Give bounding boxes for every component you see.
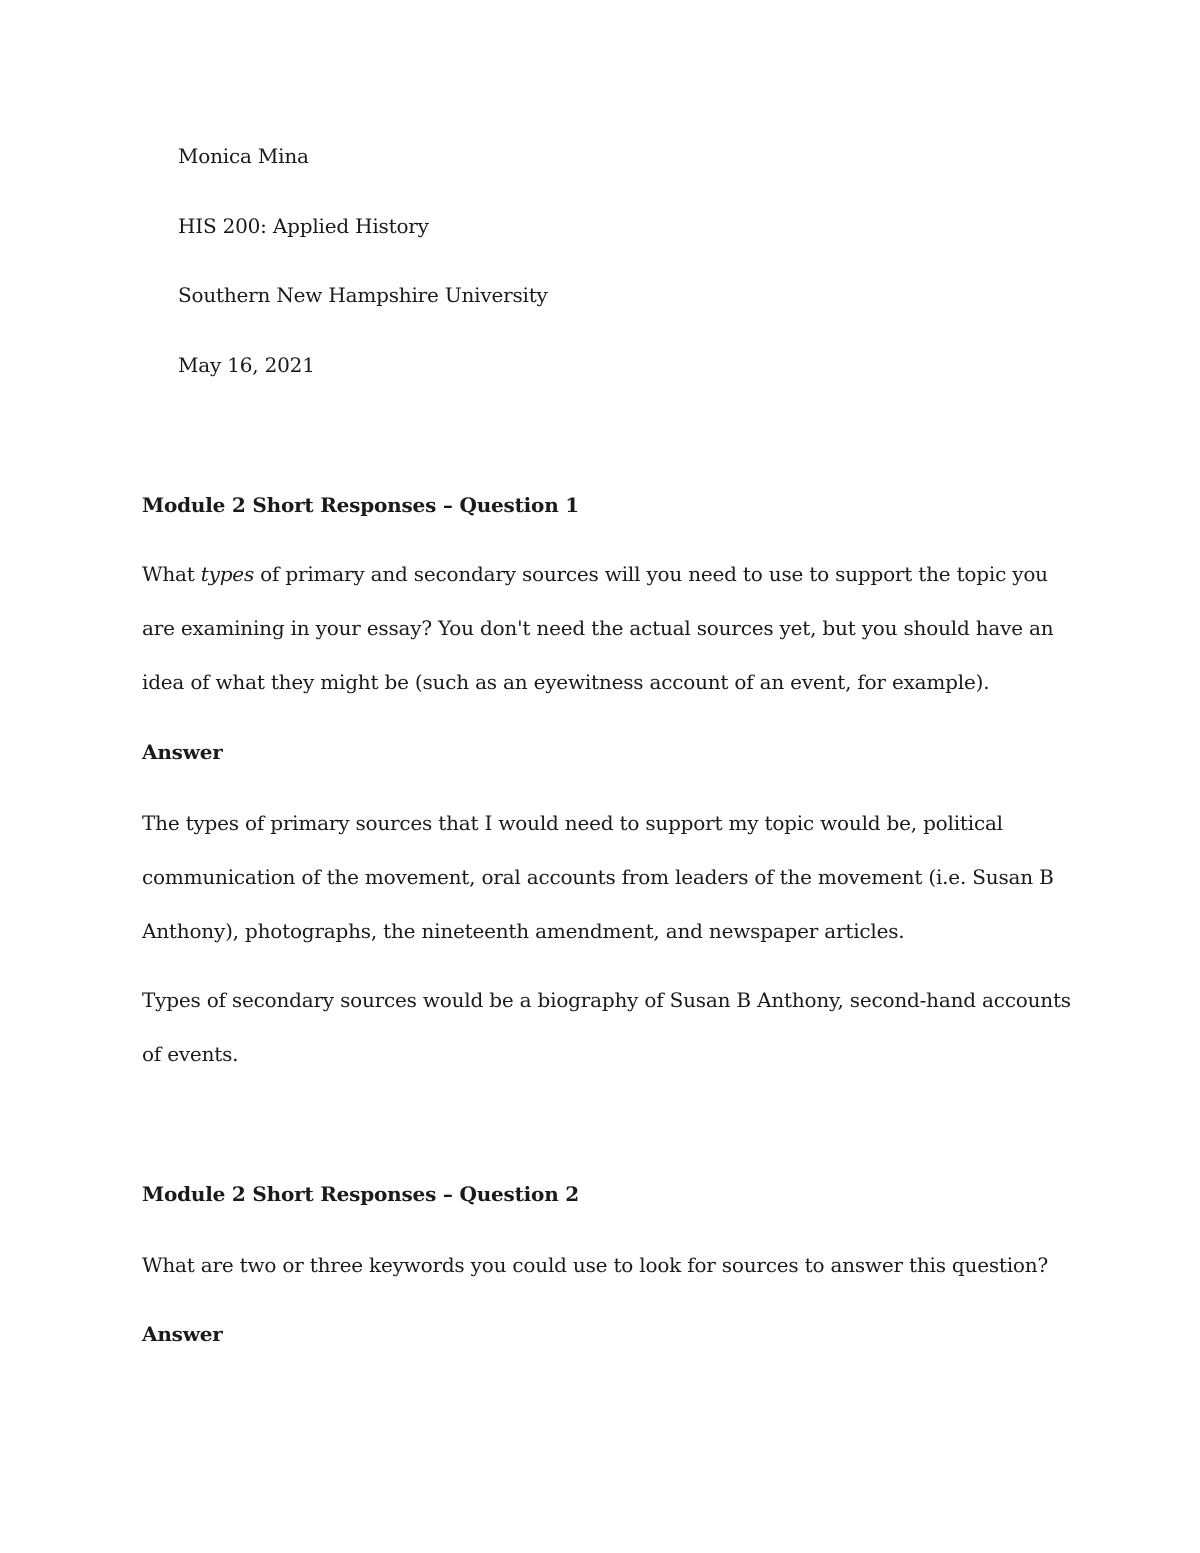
question-1-prompt-rest: of primary and secondary sources will you need to use to support the topic you are examining in your essay? You don't need the actual sources yet, but you should have an idea of what they might be (such as an eyewitness account of an event, for example). [142,562,1054,694]
document-date: May 16, 2021 [178,353,315,377]
question-2-heading: Module 2 Short Responses – Question 2 [142,1182,580,1206]
question-1-heading: Module 2 Short Responses – Question 1 [142,493,580,517]
question-1-prompt-start: What [142,562,201,586]
question-1-answer-paragraph-2: Types of secondary sources would be a biography of Susan B Anthony, second-hand accounts of events. [142,988,1071,1066]
course-title: HIS 200: Applied History [178,214,429,238]
question-2-answer-label: Answer [142,1322,223,1346]
question-1-prompt-emphasis: types [200,562,255,586]
question-1-prompt [142,547,1072,709]
question-1-answer-paragraph-1: The types of primary sources that I would need to support my topic would be, political communication of the movement, oral accounts from leaders of the movement (i.e. Susan B Anthony), photographs, the nineteenth amendment, and newspaper articles. [142,811,1054,943]
question-1-answer-label: Answer [142,740,223,764]
university-name: Southern New Hampshire University [178,283,548,307]
author-name: Monica Mina [178,144,309,168]
question-2-prompt: What are two or three keywords you could use to look for sources to answer this question? [142,1253,1048,1277]
